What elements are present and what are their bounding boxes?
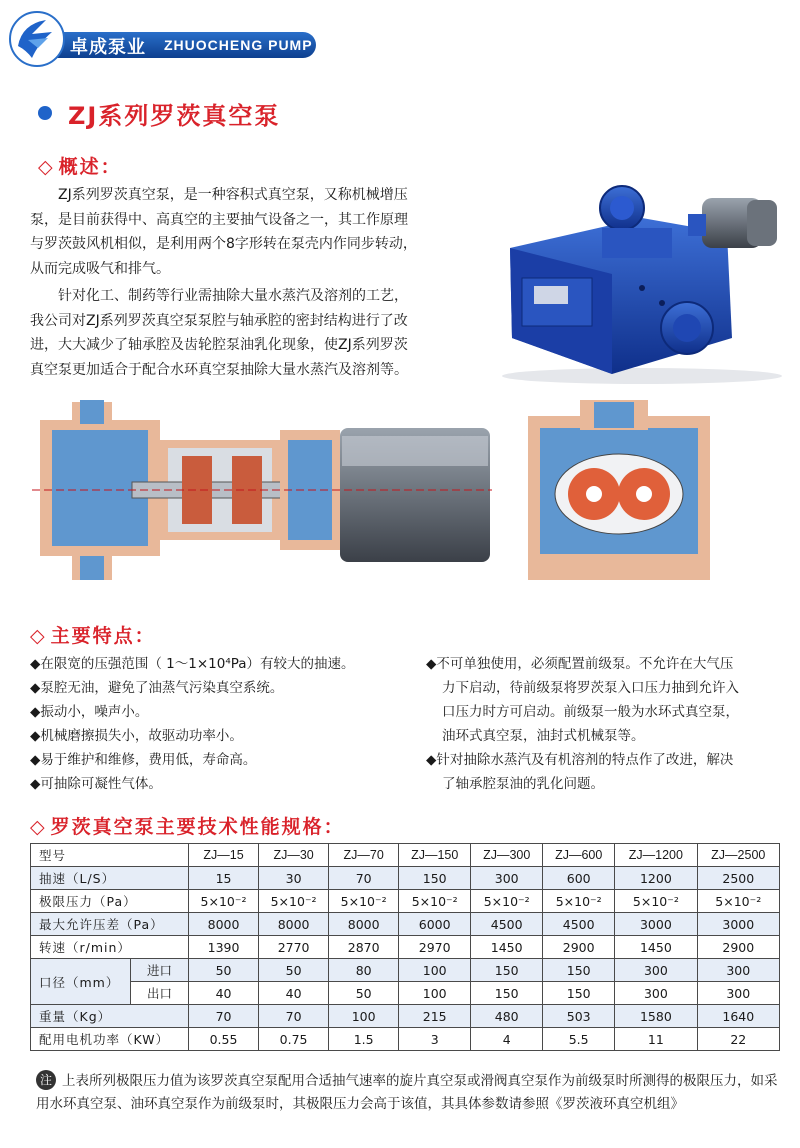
table-cell: 3000 bbox=[697, 913, 779, 936]
feature-item: ◆泵腔无油，避免了油蒸气污染真空系统。 bbox=[30, 680, 284, 696]
feature-item: ◆不可单独使用，必须配置前级泵。不允许在大气压 bbox=[426, 656, 734, 672]
table-cell: 300 bbox=[471, 867, 543, 890]
table-row bbox=[31, 982, 780, 1005]
table-cell: 150 bbox=[399, 867, 471, 890]
table-cell: 15 bbox=[189, 867, 259, 890]
features-left-list bbox=[30, 652, 355, 796]
table-cell: 4500 bbox=[471, 913, 543, 936]
table-row bbox=[31, 867, 780, 890]
brand-banner bbox=[54, 32, 316, 58]
brand-name-en: ZHUOCHENG PUMP bbox=[164, 37, 313, 53]
overview-line: 进，大大减少了轴承腔及齿轮腔泵油乳化现象，使ZJ系列罗茨 bbox=[30, 337, 408, 353]
table-cell: 5×10⁻² bbox=[329, 890, 399, 913]
table-cell: 300 bbox=[615, 959, 697, 982]
table-row bbox=[31, 959, 780, 982]
features-heading bbox=[30, 621, 156, 648]
footnote bbox=[36, 1070, 788, 1116]
table-cell: 215 bbox=[399, 1005, 471, 1028]
row-label: 最大允许压差（Pa） bbox=[31, 913, 189, 936]
feature-item: ◆机械磨擦损失小，故驱动功率小。 bbox=[30, 728, 243, 744]
table-cell: 150 bbox=[543, 959, 615, 982]
specs-heading bbox=[30, 812, 345, 839]
table-cell: 22 bbox=[697, 1028, 779, 1051]
feature-item: 力下启动，待前级泵将罗茨泵入口压力抽到允许入 bbox=[442, 680, 739, 696]
table-cell: 70 bbox=[189, 1005, 259, 1028]
overview-line: 与罗茨鼓风机相似，是利用两个8字形转在泵壳内作同步转动， bbox=[30, 236, 417, 252]
row-label: 配用电机功率（KW） bbox=[31, 1028, 189, 1051]
table-cell: 3 bbox=[399, 1028, 471, 1051]
note-badge: 注 bbox=[36, 1070, 56, 1090]
table-cell: 2900 bbox=[543, 936, 615, 959]
model-header: ZJ—30 bbox=[259, 844, 329, 867]
table-cell: 2970 bbox=[399, 936, 471, 959]
table-cell: 2870 bbox=[329, 936, 399, 959]
roots-pump-photo bbox=[492, 178, 790, 388]
table-cell: 300 bbox=[615, 982, 697, 1005]
diamond-icon: ◇ bbox=[38, 156, 55, 178]
feature-item: ◆易于维护和维修，费用低，寿命高。 bbox=[30, 752, 257, 768]
row-label: 重量（Kg） bbox=[31, 1005, 189, 1028]
overview-line: 真空泵更加适合于配合水环真空泵抽除大量水蒸汽及溶剂等。 bbox=[30, 361, 408, 378]
feature-item: ◆在限宽的压强范围（ 1～1×10⁴Pa）有较大的抽速。 bbox=[30, 656, 355, 672]
specs-heading-text: 罗茨真空泵主要技术性能规格： bbox=[50, 816, 345, 838]
model-header: ZJ—15 bbox=[189, 844, 259, 867]
table-cell: 2500 bbox=[697, 867, 779, 890]
page-title: ZJ系列罗茨真空泵 bbox=[68, 102, 281, 130]
model-header: ZJ—70 bbox=[329, 844, 399, 867]
table-cell: 150 bbox=[471, 959, 543, 982]
table-cell: 5×10⁻² bbox=[399, 890, 471, 913]
table-cell: 5×10⁻² bbox=[471, 890, 543, 913]
table-cell: 1200 bbox=[615, 867, 697, 890]
model-header: ZJ—300 bbox=[471, 844, 543, 867]
table-cell: 70 bbox=[259, 1005, 329, 1028]
table-cell: 1450 bbox=[615, 936, 697, 959]
table-row bbox=[31, 913, 780, 936]
model-header: ZJ—2500 bbox=[697, 844, 779, 867]
table-cell: 2770 bbox=[259, 936, 329, 959]
table-cell: 100 bbox=[399, 982, 471, 1005]
brand-name-cn: 卓成泵业 bbox=[70, 37, 146, 58]
table-cell: 5×10⁻² bbox=[697, 890, 779, 913]
table-cell: 50 bbox=[329, 982, 399, 1005]
title-bullet bbox=[38, 106, 52, 120]
spec-table bbox=[30, 843, 780, 1051]
table-cell: 100 bbox=[329, 1005, 399, 1028]
pump-section-diagram bbox=[32, 400, 712, 590]
table-row bbox=[31, 1028, 780, 1051]
overview-heading bbox=[38, 152, 122, 179]
table-cell: 1.5 bbox=[329, 1028, 399, 1051]
table-cell: 1580 bbox=[615, 1005, 697, 1028]
overview-heading-text: 概述： bbox=[58, 156, 122, 178]
table-cell: 11 bbox=[615, 1028, 697, 1051]
overview-line: ZJ系列罗茨真空泵，是一种容积式真空泵，又称机械增压 bbox=[58, 187, 408, 203]
features-heading-text: 主要特点： bbox=[50, 625, 156, 647]
table-cell: 50 bbox=[189, 959, 259, 982]
diamond-icon: ◇ bbox=[30, 625, 47, 647]
sub-label: 出口 bbox=[131, 982, 189, 1005]
table-cell: 8000 bbox=[259, 913, 329, 936]
table-cell: 1390 bbox=[189, 936, 259, 959]
table-cell: 5×10⁻² bbox=[615, 890, 697, 913]
zc-logo-icon bbox=[8, 10, 66, 68]
table-cell: 50 bbox=[259, 959, 329, 982]
table-cell: 3000 bbox=[615, 913, 697, 936]
table-row bbox=[31, 890, 780, 913]
table-cell: 4 bbox=[471, 1028, 543, 1051]
table-cell: 70 bbox=[329, 867, 399, 890]
row-label: 转速（r/min） bbox=[31, 936, 189, 959]
table-cell: 8000 bbox=[189, 913, 259, 936]
model-header: ZJ—1200 bbox=[615, 844, 697, 867]
table-cell: 100 bbox=[399, 959, 471, 982]
table-cell: 1450 bbox=[471, 936, 543, 959]
overview-text bbox=[30, 183, 490, 382]
table-cell: 150 bbox=[543, 982, 615, 1005]
table-cell: 480 bbox=[471, 1005, 543, 1028]
table-cell: 40 bbox=[259, 982, 329, 1005]
table-cell: 2900 bbox=[697, 936, 779, 959]
table-cell: 5.5 bbox=[543, 1028, 615, 1051]
table-row bbox=[31, 1005, 780, 1028]
model-header: ZJ—600 bbox=[543, 844, 615, 867]
table-cell: 1640 bbox=[697, 1005, 779, 1028]
table-cell: 503 bbox=[543, 1005, 615, 1028]
row-label: 口径（mm） bbox=[31, 959, 131, 1005]
row-label: 极限压力（Pa） bbox=[31, 890, 189, 913]
table-cell: 40 bbox=[189, 982, 259, 1005]
table-cell: 0.75 bbox=[259, 1028, 329, 1051]
feature-item: ◆振动小，噪声小。 bbox=[30, 704, 149, 720]
sub-label: 进口 bbox=[131, 959, 189, 982]
table-cell: 300 bbox=[697, 982, 779, 1005]
brand-header bbox=[8, 10, 318, 70]
overview-line: 我公司对ZJ系列罗茨真空泵泵腔与轴承腔的密封结构进行了改 bbox=[30, 312, 408, 329]
table-row bbox=[31, 844, 780, 867]
feature-item: 了轴承腔泵油的乳化问题。 bbox=[442, 776, 604, 792]
table-row bbox=[31, 936, 780, 959]
table-cell: 300 bbox=[697, 959, 779, 982]
table-cell: 8000 bbox=[329, 913, 399, 936]
feature-item: 口压力时方可启动。前级泵一般为水环式真空泵， bbox=[442, 704, 739, 720]
table-cell: 4500 bbox=[543, 913, 615, 936]
overview-line: 泵，是目前获得中、高真空的主要抽气设备之一，其工作原理 bbox=[30, 211, 408, 228]
feature-item: 油环式真空泵，油封式机械泵等。 bbox=[442, 728, 645, 744]
feature-item: ◆可抽除可凝性气体。 bbox=[30, 776, 162, 792]
diamond-icon: ◇ bbox=[30, 816, 47, 838]
overview-line: 针对化工、制药等行业需抽除大量水蒸汽及溶剂的工艺， bbox=[58, 288, 408, 304]
table-cell: 5×10⁻² bbox=[259, 890, 329, 913]
note-text: 上表所列极限压力值为该罗茨真空泵配用合适抽气速率的旋片真空泵或滑阀真空泵作为前级泵时所测得的极限压力，如采用水环真空泵、油环真空泵作为前级泵时，其极限压力会高于该值，其具体参数请参照《罗茨液环真空机组》 bbox=[36, 1073, 778, 1112]
row-label: 抽速（L/S） bbox=[31, 867, 189, 890]
feature-item: ◆针对抽除水蒸汽及有机溶剂的特点作了改进，解决 bbox=[426, 752, 734, 768]
row-label: 型号 bbox=[31, 844, 189, 867]
table-cell: 80 bbox=[329, 959, 399, 982]
features-right-list bbox=[426, 652, 739, 796]
table-cell: 600 bbox=[543, 867, 615, 890]
table-cell: 0.55 bbox=[189, 1028, 259, 1051]
table-cell: 6000 bbox=[399, 913, 471, 936]
table-cell: 5×10⁻² bbox=[189, 890, 259, 913]
table-cell: 5×10⁻² bbox=[543, 890, 615, 913]
model-header: ZJ—150 bbox=[399, 844, 471, 867]
table-cell: 150 bbox=[471, 982, 543, 1005]
overview-line: 从而完成吸气和排气。 bbox=[30, 260, 170, 277]
table-cell: 30 bbox=[259, 867, 329, 890]
